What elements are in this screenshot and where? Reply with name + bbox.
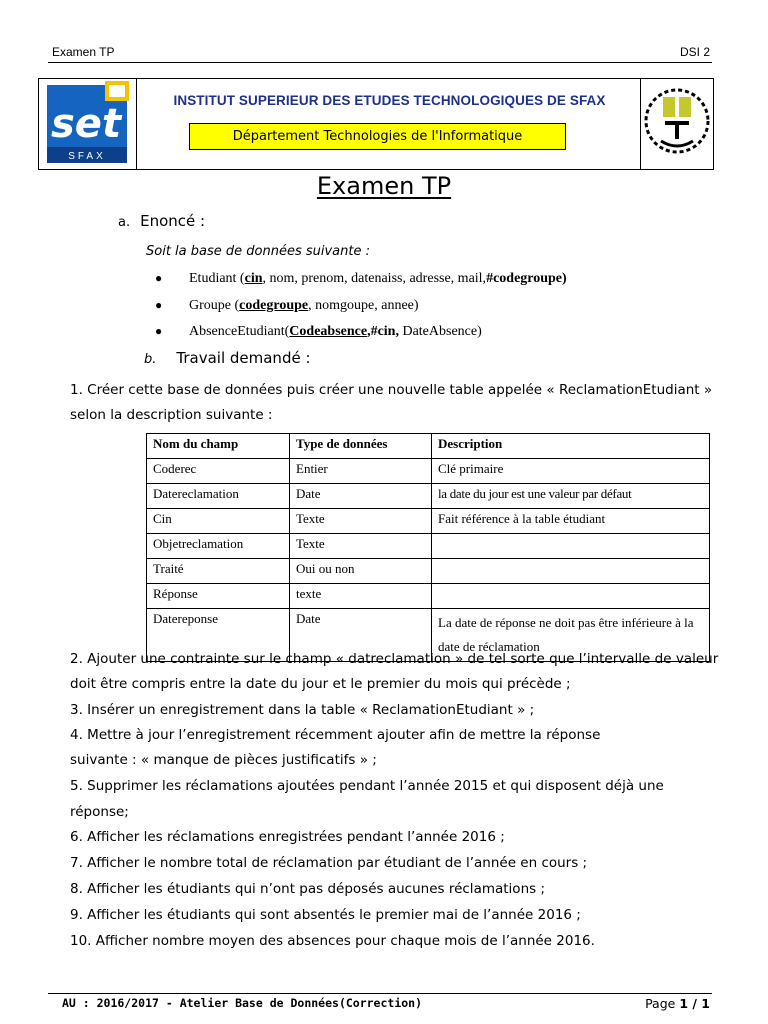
iset-logo-icon xyxy=(39,79,135,169)
table-cell: Objetreclamation xyxy=(147,534,290,559)
header-right: DSI 2 xyxy=(679,45,710,59)
question-2-line-1: 2. Ajouter une contrainte sur le champ « datreclamation » de tel sorte que l’intervalle de valeur xyxy=(70,651,719,667)
table-cell: Traité xyxy=(147,559,290,584)
table-cell: texte xyxy=(290,584,432,609)
table-cell: Coderec xyxy=(147,459,290,484)
table-row xyxy=(147,584,710,609)
department-seal xyxy=(640,79,713,169)
table-cell xyxy=(432,584,710,609)
schema-item-absence: ● AbsenceEtudiant(Codeabsence,#cin, DateAbsence) xyxy=(155,324,482,339)
table-row xyxy=(147,559,710,584)
footer-rule xyxy=(48,993,712,994)
table-cell: la date du jour est une valeur par défaut xyxy=(432,484,710,509)
question-10: 10. Afficher nombre moyen des absences pour chaque mois de l’année 2016. xyxy=(70,933,595,949)
footer-left: AU : 2016/2017 - Atelier Base de Données(Correction) xyxy=(62,996,423,1010)
department-name: Département Technologies de l'Informatique xyxy=(189,123,566,150)
question-2-line-2: doit être compris entre la date du jour et le premier du mois qui précède ; xyxy=(70,676,571,692)
table-cell: Oui ou non xyxy=(290,559,432,584)
table-cell: Date xyxy=(290,609,432,662)
table-cell: Clé primaire xyxy=(432,459,710,484)
table-row xyxy=(147,534,710,559)
table-cell xyxy=(432,559,710,584)
question-3: 3. Insérer un enregistrement dans la table « ReclamationEtudiant » ; xyxy=(70,702,535,718)
page-title: Examen TP xyxy=(316,172,452,200)
table-cell: Fait référence à la table étudiant xyxy=(432,509,710,534)
header-cell: Type de données xyxy=(290,434,432,459)
header-cell: Description xyxy=(432,434,710,459)
table-cell: Cin xyxy=(147,509,290,534)
svg-text:set: set xyxy=(51,101,122,147)
question-4-line-2: suivante : « manque de pièces justificatifs » ; xyxy=(70,752,377,768)
table-cell: Datereponse xyxy=(147,609,290,662)
question-6: 6. Afficher les réclamations enregistrées pendant l’année 2016 ; xyxy=(70,829,505,845)
header-left: Examen TP xyxy=(52,45,115,59)
table-cell: Réponse xyxy=(147,584,290,609)
schema-item-etudiant: ● Etudiant (cin, nom, prenom, datenaiss, adresse, mail,#codegroupe) xyxy=(155,271,567,286)
fields-table xyxy=(146,433,710,662)
schema-item-groupe: ● Groupe (codegroupe, nomgoupe, annee) xyxy=(155,298,419,313)
table-cell: Texte xyxy=(290,509,432,534)
logo-sub: SFAX xyxy=(68,151,106,162)
table-cell: Datereclamation xyxy=(147,484,290,509)
table-header-row xyxy=(147,434,710,459)
question-4-line-1: 4. Mettre à jour l’enregistrement récemment ajouter afin de mettre la réponse xyxy=(70,727,601,743)
section-b-heading: b. Travail demandé : xyxy=(144,349,311,367)
question-1-line-1: 1. Créer cette base de données puis créer une nouvelle table appelée « ReclamationEtudiant » xyxy=(70,382,713,398)
question-9: 9. Afficher les étudiants qui sont absentés le premier mai de l’année 2016 ; xyxy=(70,907,581,923)
section-a-heading: a. Enoncé : xyxy=(118,212,206,230)
table-cell: La date de réponse ne doit pas être inférieure à la date de réclamation xyxy=(432,609,710,662)
table-cell: Texte xyxy=(290,534,432,559)
table-row xyxy=(147,459,710,484)
institute-name: INSTITUT SUPERIEUR DES ETUDES TECHNOLOGIQUES DE SFAX xyxy=(173,93,606,108)
seal-icon xyxy=(641,79,713,169)
intro-text: Soit la base de données suivante : xyxy=(146,244,370,259)
table-cell xyxy=(432,534,710,559)
table-cell: Date xyxy=(290,484,432,509)
institution-banner xyxy=(38,78,714,170)
iset-logo xyxy=(39,79,137,169)
question-7: 7. Afficher le nombre total de réclamation par étudiant de l’année en cours ; xyxy=(70,855,588,871)
header-rule xyxy=(48,62,712,63)
header-cell: Nom du champ xyxy=(147,434,290,459)
table-row xyxy=(147,484,710,509)
question-8: 8. Afficher les étudiants qui n’ont pas déposés aucunes réclamations ; xyxy=(70,881,545,897)
question-5-line-1: 5. Supprimer les réclamations ajoutées pendant l’année 2015 et qui disposent déjà une xyxy=(70,778,664,794)
footer-page: Page 1 / 1 xyxy=(645,996,710,1011)
question-1-line-2: selon la description suivante : xyxy=(70,407,273,423)
table-cell: Entier xyxy=(290,459,432,484)
table-row xyxy=(147,509,710,534)
question-5-line-2: réponse; xyxy=(70,804,129,820)
